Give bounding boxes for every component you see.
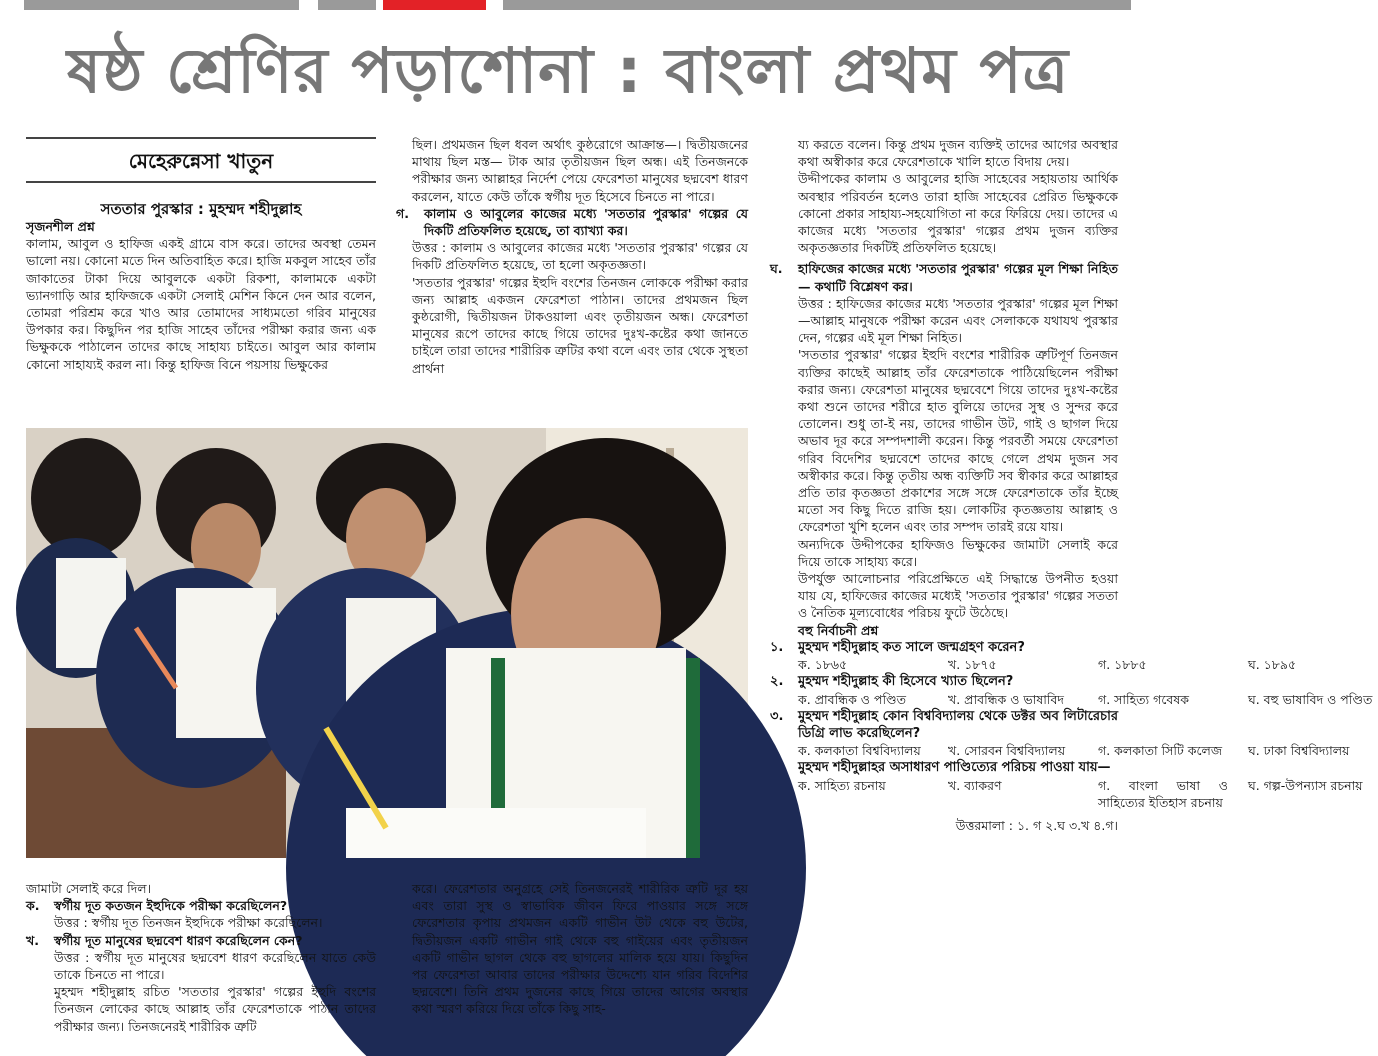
answer-text: উত্তর : স্বর্গীয় দূত তিনজন ইহুদিকে পরীক্ষা করেছিলেন। [54, 915, 323, 931]
top-rule [318, 0, 376, 10]
mcq-options [770, 742, 1350, 759]
top-rule [503, 0, 1131, 10]
column-3 [770, 136, 1373, 834]
question-ga: গ. কালাম ও আবুলের কাজের মধ্যে 'সততার পুরস্কার' গল্পের যে দিকটি প্রতিফলিত হয়েছে, তা ব্যাখ্যা কর। [396, 205, 748, 239]
mcq-list [770, 639, 1373, 811]
mcq-option: গ. কলকাতা সিটি কলেজ [1098, 743, 1223, 759]
answer-text: 'সততার পুরস্কার' গল্পের ইহুদি বংশের তিনজন লোককে পরীক্ষা করার জন্য আল্লাহ একজন ফেরেশতা পাঠান। তাদের প্রথমজন ছিল কুষ্ঠরোগী, দ্বিতীয়জন টাকওয়ালা এবং তৃতীয়জন অন্ধ। ফেরেশতা মানুষের রূপে তাদের কাছে গিয়ে তাদের দুঃখ-কষ্টের কথা জানতে চাইলে তারা তাদের শারীরিক ত্রুটির কথা বলে এবং তার থেকে সুস্থতা প্রার্থনা [412, 274, 748, 376]
section-heading: সৃজনশীল প্রশ্ন [26, 219, 95, 234]
answer-text: উত্তর : স্বর্গীয় দূত মানুষের ছদ্মবেশ ধারণ করেছিলেন যাতে কেউ তাকে চিনতে না পারে। [54, 949, 376, 983]
students-exam-photo [26, 428, 748, 858]
body-text: জামাটা সেলাই করে দিল। [26, 881, 152, 896]
answer-text: মুহম্মদ শহীদুল্লাহ রচিত 'সততার পুরস্কার' গল্পের ইহুদি বংশের তিনজন লোকের কাছে আল্লাহ তাঁর ফেরেশতাকে পাঠান তাদের পরীক্ষার জন্য। তিনজনেরই শারীরিক ত্রুটি [54, 984, 376, 1034]
top-rule-accent [383, 0, 486, 10]
body-text: ছিল। প্রথমজন ছিল ধবল অর্থাৎ কুষ্ঠরোগে আক্রান্ত—। দ্বিতীয়জনের মাথায় ছিল মস্ত— টাক আর তৃতীয়জন ছিল অন্ধ। এই তিনজনকে পরীক্ষার জন্য আল্লাহর নির্দেশ পেয়ে ফেরেশতা মানুষের ছদ্মবেশ ধারণ করলেন, যাতে কেউ তাঁকে স্বর্গীয় দূত হিসেবে চিনতে না পারে। [412, 137, 748, 204]
question-kha: খ. স্বর্গীয় দূত মানুষের ছদ্মবেশ ধারণ করেছিলেন কেন? [26, 932, 303, 948]
mcq-question: মুহম্মদ শহীদুল্লাহর অসাধারণ পাণ্ডিত্যের পরিচয় পাওয়া যায়— [798, 760, 1111, 776]
mcq-question: ১. মুহম্মদ শহীদুল্লাহ কত সালে জন্মগ্রহণ করেন? [770, 639, 1025, 655]
mcq-option: গ. সাহিত্য গবেষক [1098, 691, 1189, 707]
mcq-option: ঘ. গল্প-উপন্যাস রচনায় [1248, 777, 1363, 793]
mcq-options [770, 691, 1373, 708]
mcq-option: ক. ১৮৬৫ [798, 657, 848, 673]
body-text: করে। ফেরেশতার অনুগ্রহে সেই তিনজনেরই শারীরিক ত্রুটি দূর হয় এবং তারা সুস্থ ও স্বাভাবিক জীবন ফিরে পাওয়ার সঙ্গে সঙ্গে ফেরেশতার কৃপায় প্রথমজন একটি গাভীন উট থেকে বহু উটের, দ্বিতীয়জন একটি গাভীন গাই থেকে বহু গাইয়ের এবং তৃতীয়জন একটি গাভীন ছাগল থেকে বহু ছাগলের মালিক হয়ে যায়। কিছুদিন পর ফেরেশতা আবার তাদের পরীক্ষার উদ্দেশ্যে যান গরিব বিদেশির ছদ্মবেশে। তিনি প্রথম দুজনের কাছে গিয়ে তাদের আগের অবস্থার কথা স্মরণ করিয়ে দিয়ে তাঁকে কিছু সাহ- [412, 881, 748, 1017]
mcq-option: গ. বাংলা ভাষা ও সাহিত্যের ইতিহাস রচনায় [1098, 777, 1228, 810]
top-rule [24, 0, 299, 10]
mcq-option: ক. কলকাতা বিশ্ববিদ্যালয় [798, 743, 921, 759]
answer-text: অন্যদিকে উদ্দীপকের হাফিজও ভিক্ষুকের জামাটা সেলাই করে দিয়ে তাকে সাহায্য করে। [798, 536, 1118, 569]
mcq-question: ৩. মুহম্মদ শহীদুল্লাহ কোন বিশ্ববিদ্যালয় থেকে ডক্টর অব লিটারেচার ডিগ্রি লাভ করেছিলেন? [770, 708, 1118, 741]
author-rule-top [26, 137, 376, 139]
stimulus-text: কালাম, আবুল ও হাফিজ একই গ্রামে বাস করে। তাদের অবস্থা তেমন ভালো নয়। কোনো মতে দিন অতিবাহিত করে। হাজি মকবুল সাহেব তাঁর জাকাতের টাকা দিয়ে আবুলকে একটা রিকশা, কালামকে একটা ভ্যানগাড়ি আর হাফিজকে একটা সেলাই মেশিন কিনে দেন আর বলেন, তোমরা পরিশ্রম করে খাও আর তোমাদের সাধ্যমতো গরিব মানুষের উপকার কর। কিছুদিন পর হাজি সাহেব তাঁদের পরীক্ষা করার জন্য এক ভিক্ষুককে পাঠালেন তাদের কাছে সাহায্য চাইতে। আবুল আর কালাম কোনো সাহায্যই করল না। কিন্তু হাফিজ বিনে পয়সায় ভিক্ষুকের [26, 236, 376, 372]
body-text: উদ্দীপকের কালাম ও আবুলের হাজি সাহেবের সহায়তায় আর্থিক অবস্থার পরিবর্তন হলেও তারা হাজি সাহেবের প্রেরিত ভিক্ষুককে কোনো প্রকার সাহায্য-সহযোগিতা না করে ফিরিয়ে দেয়। তাদের এ কাজের মধ্যে 'সততার পুরস্কার' গল্পের প্রথম দুজন ব্যক্তির অকৃতজ্ঞতার দিকটিই প্রতিফলিত হয়েছে। [798, 171, 1118, 256]
mcq-options [770, 656, 1297, 673]
mcq-option: খ. প্রাবন্ধিক ও ভাষাবিদ [948, 691, 1064, 707]
photo-illustration [26, 428, 748, 858]
mcq-option: ঘ. ঢাকা বিশ্ববিদ্যালয় [1248, 743, 1350, 759]
column-2-top [396, 136, 748, 377]
author-rule-bottom [26, 181, 376, 183]
mcq-option: গ. ১৮৮৫ [1098, 657, 1147, 673]
mcq-options [770, 777, 1363, 811]
mcq-option: ঘ. বহু ভাষাবিদ ও পণ্ডিত [1248, 691, 1373, 707]
column-1-top [26, 218, 376, 373]
mcq-option: খ. সোরবন বিশ্ববিদ্যালয় [948, 743, 1066, 759]
mcq-option: খ. ১৮৭৫ [948, 657, 997, 673]
question-gha: ঘ. হাফিজের কাজের মধ্যে 'সততার পুরস্কার' গল্পের মূল শিক্ষা নিহিত— কথাটি বিশ্লেষণ কর। [770, 261, 1118, 294]
column-2-bottom [412, 880, 748, 1018]
mcq-option: ক. প্রাবন্ধিক ও পণ্ডিত [798, 691, 907, 707]
answer-key: উত্তরমালা : ১. গ ২.ঘ ৩.খ ৪.গ। [955, 817, 1118, 833]
mcq-option: ঘ. ১৮৯৫ [1248, 657, 1297, 673]
column-1-bottom [26, 880, 376, 1035]
author-name: মেহেরুন্নেসা খাতুন [128, 149, 274, 173]
answer-text: উপর্যুক্ত আলোচনার পরিপ্রেক্ষিতে এই সিদ্ধান্তে উপনীত হওয়া যায় যে, হাফিজের কাজের মধ্যেই 'সততার পুরস্কার' গল্পের সততা ও নৈতিক মূল্যবোধের পরিচয় ফুটে উঠেছে। [798, 571, 1118, 621]
mcq-option: খ. ব্যাকরণ [948, 777, 1002, 793]
mcq-option: ক. সাহিত্য রচনায় [798, 777, 886, 793]
question-ka: ক. স্বর্গীয় দূত কতজন ইহুদিকে পরীক্ষা করেছিলেন? [26, 898, 288, 914]
answer-text: উত্তর : কালাম ও আবুলের কাজের মধ্যে 'সততার পুরস্কার' গল্পের যে দিকটি প্রতিফলিত হয়েছে, তা হলো অকৃতজ্ঞতা। [412, 240, 748, 273]
body-text: য্য করতে বলেন। কিন্তু প্রথম দুজন ব্যক্তিই তাদের আগের অবস্থার কথা অস্বীকার করে ফেরেশতাকে খালি হাতে বিদায় দেয়। [798, 137, 1118, 170]
mcq-question: ২. মুহম্মদ শহীদুল্লাহ কী হিসেবে খ্যাত ছিলেন? [770, 674, 1014, 690]
story-title: সততার পুরস্কার : মুহম্মদ শহীদুল্লাহ [100, 200, 302, 218]
page-title: ষষ্ঠ শ্রেণির পড়াশোনা : বাংলা প্রথম পত্র [66, 34, 1070, 107]
answer-text: 'সততার পুরস্কার' গল্পের ইহুদি বংশের শারীরিক ত্রুটিপূর্ণ তিনজন ব্যক্তির কাছেই আল্লাহ তাঁর ফেরেশতাকে পাঠিয়েছিলেন পরীক্ষা করার জন্য। ফেরেশতা মানুষের ছদ্মবেশে গিয়ে তাদের দুঃখ-কষ্টের কথা শুনে তাদের শরীরে হাত বুলিয়ে তাদের সুস্থ ও সুন্দর করে তোলেন। শুধু তা-ই নয়, তাদের গাভীন উট, গাই ও ছাগল দিয়ে অভাব দূর করে সম্পদশালী করেন। কিন্তু পরবর্তী সময়ে ফেরেশতা গরিব বিদেশির ছদ্মবেশে তাদের কাছে গেলে প্রথম দুজন সব অস্বীকার করে। কিন্তু তৃতীয় অন্ধ ব্যক্তিটি সব স্বীকার করে আল্লাহর প্রতি তার কৃতজ্ঞতা প্রকাশের সঙ্গে সঙ্গে ফেরেশতাকে তাঁর ইচ্ছে মতো সব কিছু দিতে রাজি হয়। লোকটির কৃতজ্ঞতায় আল্লাহ ও ফেরেশতা খুশি হলেন এবং তার সম্পদ তারই রয়ে যায়। [798, 347, 1118, 535]
answer-text: উত্তর : হাফিজের কাজের মধ্যে 'সততার পুরস্কার' গল্পের মূল শিক্ষা—আল্লাহ মানুষকে পরীক্ষা করেন এবং সেলাককে যথাযথ পুরস্কার দেন, গল্পের এই মূল শিক্ষা নিহিত। [798, 295, 1118, 346]
mcq-heading: বহু নির্বাচনী প্রশ্ন [798, 622, 879, 638]
